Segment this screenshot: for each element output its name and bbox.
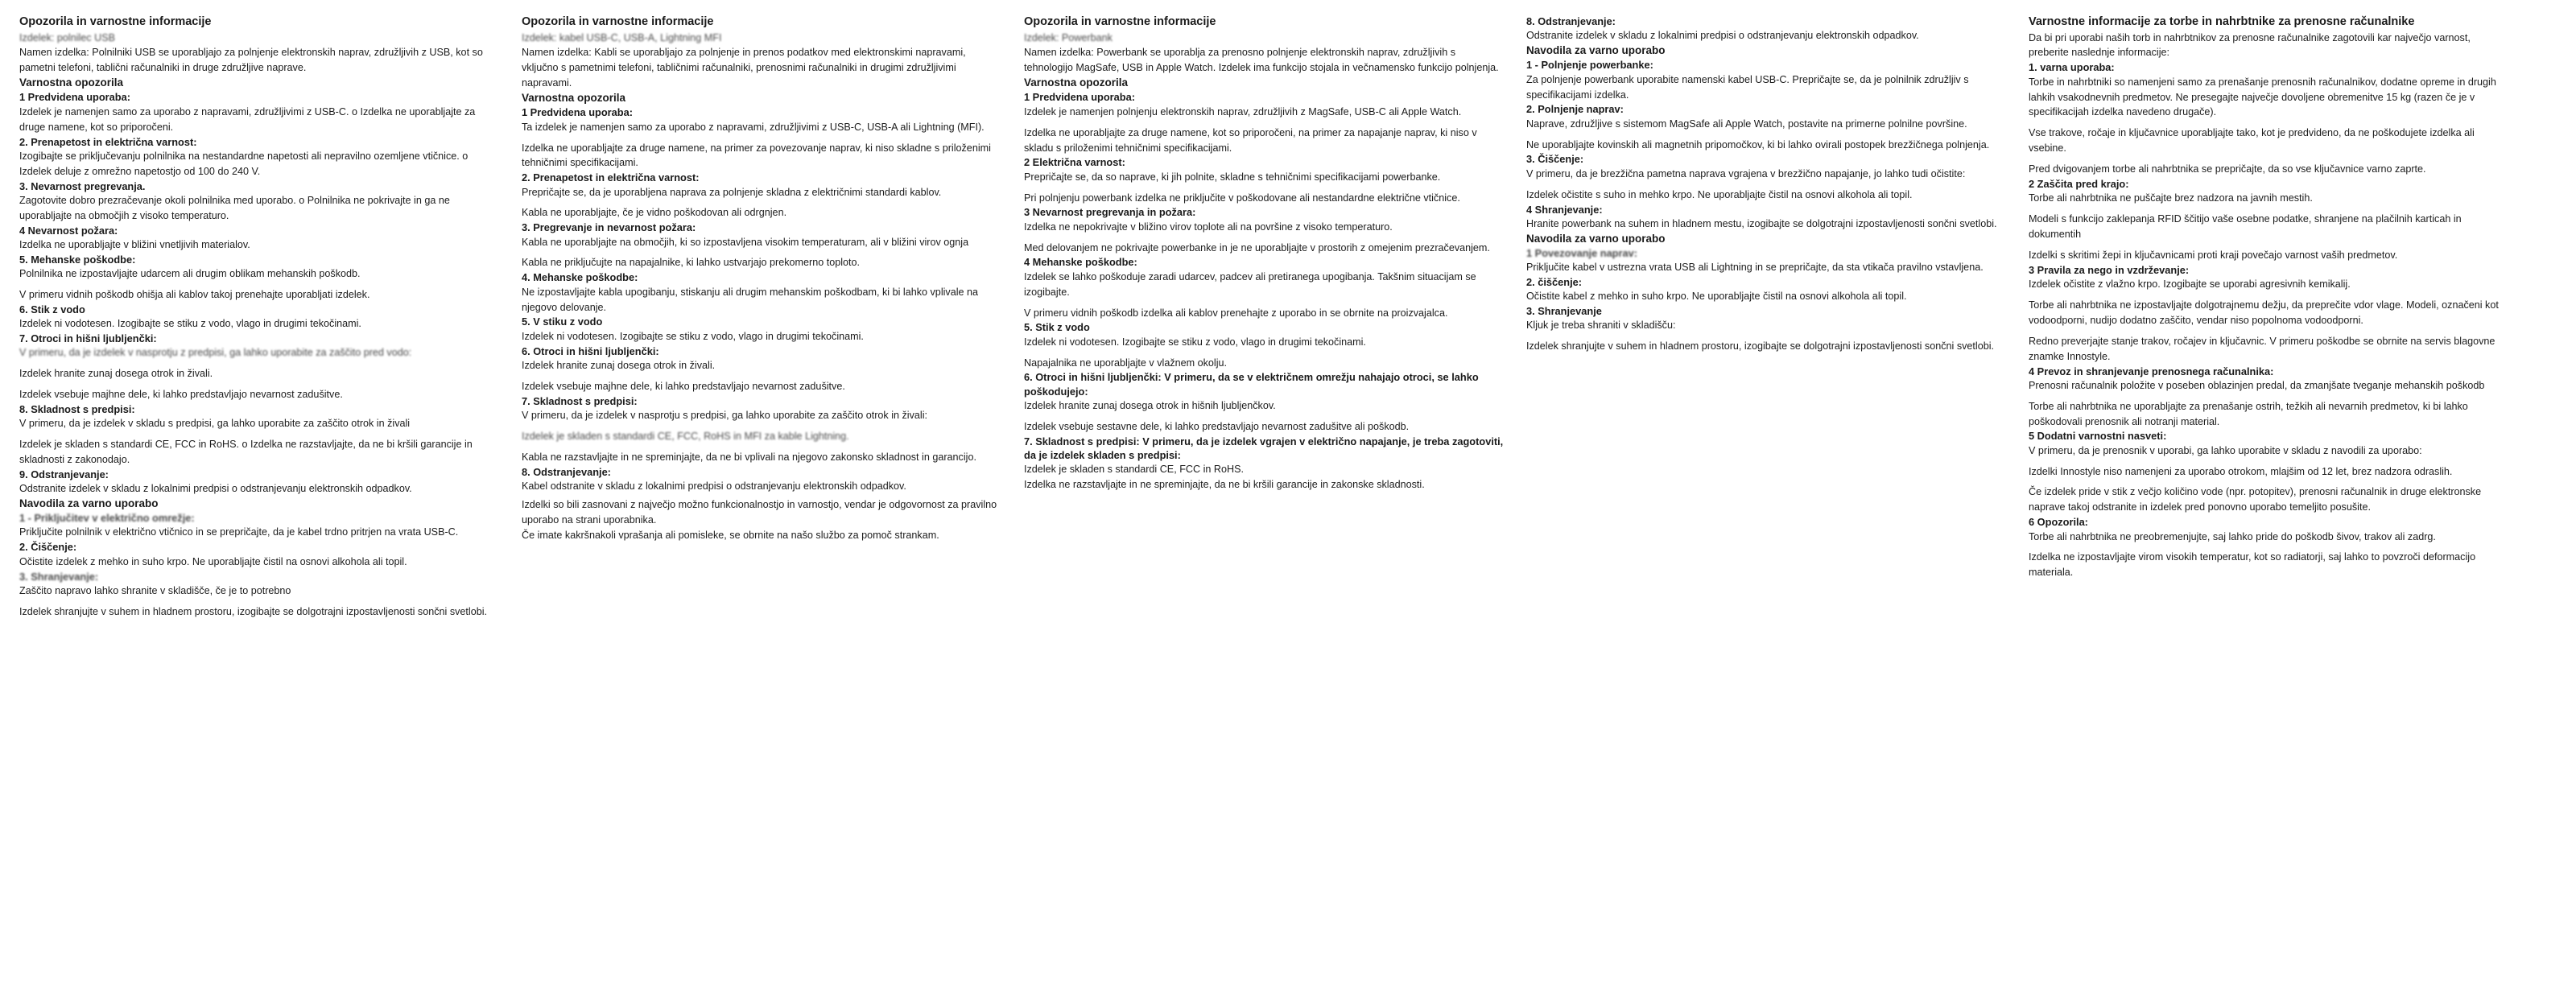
- paragraph: Med delovanjem ne pokrivajte powerbanke in je ne uporabljajte v prostorih z omejenim prezračevanjem.: [1024, 241, 1490, 254]
- subsection-heading: 5. V stiku z vodo: [522, 315, 603, 328]
- paragraph: Hranite powerbank na suhem in hladnem mestu, izogibajte se dolgotrajni izpostavljenosti sončni svetlobi.: [1526, 217, 1997, 229]
- subsection-heading: 4 Nevarnost požara:: [19, 224, 118, 237]
- paragraph: Očistite kabel z mehko in suho krpo. Ne uporabljajte čistil na osnovi alkohola ali topil.: [1526, 291, 1907, 303]
- paragraph: Izdelek hranite zunaj dosega otrok in hišnih ljubljenčkov.: [1024, 400, 1276, 411]
- paragraph: Ne izpostavljajte kabla upogibanju, stiskanju ali drugim mehanskim poškodbam, ki bi lahko vplivale na njegovo delovanje.: [522, 286, 979, 313]
- paragraph: V primeru, da je izdelek v skladu s predpisi, ga lahko uporabite za zaščito otrok in živali: [19, 418, 411, 430]
- paragraph: Izdelek očistite s suho in mehko krpo. Ne uporabljajte čistil na osnovi alkohola ali topil.: [1526, 188, 1913, 200]
- paragraph: Izdelek hranite zunaj dosega otrok in živali.: [522, 359, 716, 371]
- paragraph: V primeru, da je izdelek v nasprotju z predpisi, ga lahko uporabite za zaščito pred vodo:: [19, 347, 412, 359]
- document-column-usb-c-cable: [19, 14, 499, 1006]
- paragraph: Izdelka ne uporabljajte v bližini vnetljivih materialov.: [19, 238, 250, 250]
- subsection-heading: 4. Mehanske poškodbe:: [522, 271, 638, 284]
- section-heading: Varnostna opozorila: [1024, 76, 1129, 89]
- subsection-heading: 2 Zaščita pred krajo:: [2029, 177, 2129, 190]
- paragraph: V primeru, da je izdelek v nasprotju s predpisi, ga lahko uporabite za zaščito otrok in živali:: [522, 409, 928, 421]
- section-heading: Navodila za varno uporabo: [1526, 44, 1666, 57]
- subsection-heading: 6 Opozorila:: [2029, 516, 2088, 529]
- subsection-heading: 4 Prevoz in shranjevanje prenosnega računalnika:: [2029, 365, 2274, 377]
- paragraph: Priključite polnilnik v električno vtičnico in se prepričajte, da je kabel trdno pritrjen na vrata USB-C.: [19, 526, 459, 538]
- subsection-heading: 3. Shranjevanje: [1526, 305, 1602, 318]
- subsection-heading: 1 Povezovanje naprav:: [1526, 246, 1637, 259]
- paragraph: Če izdelek pride v stik z večjo količino vode (npr. potopitev), prenosni računalnik in druge elektronske naprave takoj odstranite in izdelek pred ponovno uporabo temeljito posušite.: [2029, 486, 2482, 513]
- paragraph: Kabla ne uporabljajte na območjih, ki so izpostavljena visokim temperaturam, ali v bližini virov ognja: [522, 236, 969, 248]
- subsection-heading: 5. Mehanske poškodbe:: [19, 253, 136, 266]
- paragraph: Izogibajte se priključevanju polnilnika na nestandardne napetosti ali nepravilno ozemljene vtičnice. o Izdelek deluje z omrežno napetostjo od 100 do 240 V.: [19, 150, 469, 177]
- paragraph: Izdelka ne uporabljajte za druge namene, kot so priporočeni, na primer za napajanje naprav, ki niso v skladu s priloženimi tehničnimi specifikacijami.: [1024, 126, 1477, 154]
- paragraph: V primeru, da je brezžična pametna naprava vgrajena v brezžično napajanje, jo lahko tudi očistite:: [1526, 167, 1966, 179]
- document-column-powerbank-continued: [1526, 14, 2006, 1006]
- paragraph: Očistite izdelek z mehko in suho krpo. Ne uporabljajte čistil na osnovi alkohola ali topil.: [19, 555, 407, 567]
- paragraph: Izdelek shranjujte v suhem in hladnem prostoru, izogibajte se dolgotrajni izpostavljenosti sončni svetlobi.: [1526, 340, 1995, 353]
- paragraph: Izdelek je skladen s standardi CE, FCC, RoHS in MFI za kable Lightning.: [522, 430, 849, 442]
- paragraph: Izdelka ne izpostavljajte virom visokih temperatur, kot so radiatorji, saj lahko to povzroči deformacijo materiala.: [2029, 551, 2476, 579]
- document-column-cables: [522, 14, 1001, 1006]
- paragraph: Namen izdelka: Polnilniki USB se uporabljajo za polnjenje elektronskih naprav, združljivih z USB, kot so pametni telefoni, tablični računalniki in druge združljive naprave.: [19, 47, 483, 74]
- paragraph: Izdelki Innostyle niso namenjeni za uporabo otrokom, mlajšim od 12 let, brez nadzora odraslih.: [2029, 465, 2453, 477]
- paragraph: Prepričajte se, da so naprave, ki jih polnite, skladne s tehničnimi specifikacijami powerbanke.: [1024, 171, 1441, 183]
- subsection-heading: 6. Otroci in hišni ljubljenčki: V primeru, da se v električnem omrežju nahajajo otroci, se lahko poškodujejo:: [1024, 371, 1479, 398]
- paragraph: Izdelek očistite z vlažno krpo. Izogibajte se uporabi agresivnih kemikalij.: [2029, 278, 2351, 291]
- paragraph: Zagotovite dobro prezračevanje okoli polnilnika med uporabo. o Polnilnika ne pokrivajte in ga ne uporabljajte na območjih z visoko temperaturo.: [19, 194, 450, 221]
- paragraph: Pred dvigovanjem torbe ali nahrbtnika se prepričajte, da so vse ključavnice varno zaprte.: [2029, 163, 2426, 175]
- product-name: Izdelek: kabel USB-C, USB-A, Lightning MFI: [522, 31, 722, 43]
- subsection-heading: 2. Prenapetost in električna varnost:: [19, 135, 197, 148]
- subsection-heading: 4 Shranjevanje:: [1526, 203, 1603, 216]
- paragraph: Odstranite izdelek v skladu z lokalnimi predpisi o odstranjevanju elektronskih odpadkov.: [19, 483, 412, 495]
- paragraph: Torbe ali nahrbtnika ne puščajte brez nadzora na javnih mestih.: [2029, 192, 2313, 204]
- subsection-heading: 6. Otroci in hišni ljubljenčki:: [522, 344, 659, 357]
- paragraph: Izdelek shranjujte v suhem in hladnem prostoru, izogibajte se dolgotrajni izpostavljenosti sončni svetlobi.: [19, 605, 488, 617]
- paragraph: Izdelek ni vodotesen. Izogibajte se stiku z vodo, vlago in drugimi tekočinami.: [19, 318, 361, 330]
- paragraph: Izdelek hranite zunaj dosega otrok in živali.: [19, 368, 213, 380]
- product-name: Izdelek: Powerbank: [1024, 31, 1113, 43]
- subsection-heading: 1 - Priključitev v električno omrežje:: [19, 512, 195, 525]
- paragraph: Namen izdelka: Powerbank se uporablja za prenosno polnjenje elektronskih naprav, združljivih s tehnologijo MagSafe, USB in Apple Watch. Izdelek ima funkcijo stojala in večnamensko funkcijo polnjenja.: [1024, 47, 1499, 74]
- section-heading: Varnostna opozorila: [19, 76, 124, 89]
- paragraph: Ta izdelek je namenjen samo za uporabo z napravami, združljivimi z USB-C, USB-A ali Lightning (MFI).: [522, 121, 985, 133]
- section-heading: Navodila za varno uporabo: [19, 497, 159, 509]
- paragraph: Kabla ne uporabljajte, če je vidno poškodovan ali odrgnjen.: [522, 207, 787, 219]
- subsection-heading: 3. Nevarnost pregrevanja.: [19, 179, 146, 192]
- document-column-powerbank: [1024, 14, 1504, 1006]
- paragraph: Izdelek je namenjen polnjenju elektronskih naprav, združljivih z MagSafe, USB-C ali Apple Watch.: [1024, 105, 1462, 118]
- paragraph: Pri polnjenju powerbank izdelka ne priključite v poškodovane ali nestandardne električne vtičnice.: [1024, 192, 1460, 204]
- page-title: Opozorila in varnostne informacije: [522, 15, 714, 28]
- section-heading: Varnostna opozorila: [522, 92, 626, 105]
- subsection-heading: 5 Dodatni varnostni nasveti:: [2029, 430, 2167, 443]
- subsection-heading: 1 Predvidena uporaba:: [19, 91, 130, 104]
- paragraph: Če imate kakršnakoli vprašanja ali pomisleke, se obrnite na našo službo za pomoč strankam.: [522, 529, 939, 541]
- subsection-heading: 8. Odstranjevanje:: [522, 465, 611, 478]
- subsection-heading: 3 Pravila za nego in vzdrževanje:: [2029, 263, 2190, 276]
- paragraph: V primeru, da je prenosnik v uporabi, ga lahko uporabite v skladu z navodili za uporabo:: [2029, 444, 2422, 456]
- page-title: Opozorila in varnostne informacije: [1024, 15, 1216, 28]
- paragraph: Torbe ali nahrbtnika ne uporabljajte za prenašanje ostrih, težkih ali nevarnih predmetov, ki bi lahko poškodovali prenosnik ali notranji material.: [2029, 400, 2468, 427]
- paragraph: Redno preverjajte stanje trakov, ročajev in ključavnic. V primeru poškodbe se obrnite na servis blagovne znamke Innostyle.: [2029, 335, 2496, 362]
- subsection-heading: 3 Nevarnost pregrevanja in požara:: [1024, 206, 1196, 219]
- subsection-heading: 1 Predvidena uporaba:: [522, 106, 633, 119]
- subsection-heading: 2 Električna varnost:: [1024, 156, 1125, 169]
- paragraph: Izdelek je skladen s standardi CE, FCC in RoHS. o Izdelka ne razstavljajte, da ne bi kršili garancije in skladnosti z zakonodajo.: [19, 439, 473, 465]
- paragraph: Naprave, združljive s sistemom MagSafe ali Apple Watch, postavite na primerne polnilne površine.: [1526, 118, 1967, 130]
- paragraph: Kljuk je treba shraniti v skladišču:: [1526, 320, 1676, 332]
- paragraph: V primeru vidnih poškodb ohišja ali kablov takoj prenehajte uporabljati izdelek.: [19, 288, 370, 300]
- subsection-heading: 5. Stik z vodo: [1024, 321, 1090, 334]
- section-heading: Navodila za varno uporabo: [1526, 232, 1666, 245]
- page-title: Varnostne informacije za torbe in nahrbtnike za prenosne računalnike: [2029, 15, 2415, 28]
- subsection-heading: 2. Čiščenje:: [19, 541, 77, 554]
- paragraph: Modeli s funkcijo zaklepanja RFID ščitijo vaše osebne podatke, shranjene na plačilnih karticah in dokumentih: [2029, 213, 2462, 240]
- subsection-heading: 1. varna uporaba:: [2029, 61, 2115, 74]
- subsection-heading: 8. Odstranjevanje:: [1526, 15, 1616, 27]
- paragraph: Izdelek se lahko poškoduje zaradi udarcev, padcev ali pretiranega upogibanja. Takšnim situacijam se izogibajte.: [1024, 270, 1476, 298]
- subsection-heading: 2. čiščenje:: [1526, 276, 1583, 289]
- paragraph: V primeru vidnih poškodb izdelka ali kablov prenehajte z uporabo in se obrnite na proizvajalca.: [1024, 307, 1448, 319]
- paragraph: Izdelka ne nepokrivajte v bližino virov toplote ali na površine z visoko temperaturo.: [1024, 221, 1393, 233]
- paragraph: Kabel odstranite v skladu z lokalnimi predpisi o odstranjevanju elektronskih odpadkov.: [522, 480, 906, 492]
- paragraph: Izdelka ne uporabljajte za druge namene, na primer za povezovanje naprav, ki niso skladne s priloženimi tehničnimi specifikacijami.: [522, 142, 991, 169]
- page-title: Opozorila in varnostne informacije: [19, 15, 212, 28]
- subsection-heading: 1 - Polnjenje powerbanke:: [1526, 59, 1653, 72]
- subsection-heading: 3. Pregrevanje in nevarnost požara:: [522, 221, 696, 234]
- paragraph: Prenosni računalnik položite v poseben oblazinjen predal, da zmanjšate tveganje mehanskih poškodb: [2029, 379, 2485, 391]
- paragraph: Polnilnika ne izpostavljajte udarcem ali drugim oblikam mehanskih poškodb.: [19, 268, 361, 280]
- subsection-heading: 3. Shranjevanje:: [19, 570, 99, 583]
- document-column-laptop-bags: [2029, 14, 2508, 1006]
- paragraph: Izdelek vsebuje sestavne dele, ki lahko predstavljajo nevarnost zadušitve ali poškodb.: [1024, 420, 1410, 432]
- paragraph: Prepričajte se, da je uporabljena naprava za polnjenje skladna z električnimi standardi kablov.: [522, 186, 942, 198]
- paragraph: Torbe ali nahrbtnika ne izpostavljajte dolgotrajnemu dežju, da preprečite vdor vlage. Modeli, označeni kot vodoodporni, nudijo dodatno zaščito, vendar niso popolnoma vodoodporni.: [2029, 299, 2499, 326]
- paragraph: Izdelek vsebuje majhne dele, ki lahko predstavljajo nevarnost zadušitve.: [522, 380, 845, 392]
- paragraph: Izdelki s skritimi žepi in ključavnicami proti kraji povečajo varnost vaših predmetov.: [2029, 249, 2398, 261]
- paragraph: Izdelek je skladen s standardi CE, FCC in RoHS.: [1024, 464, 1244, 476]
- paragraph: Zaščito napravo lahko shranite v skladišče, če je to potrebno: [19, 584, 291, 596]
- paragraph: Da bi pri uporabi naših torb in nahrbtnikov za prenosne računalnike zagotovili kar največjo varnost, preberite naslednje informacije:: [2029, 31, 2471, 59]
- paragraph: Izdelek ni vodotesen. Izogibajte se stiku z vodo, vlago in drugimi tekočinami.: [1024, 336, 1366, 348]
- subsection-heading: 3. Čiščenje:: [1526, 153, 1584, 166]
- paragraph: Priključite kabel v ustrezna vrata USB ali Lightning in se prepričajte, da sta vtikača pravilno vstavljena.: [1526, 262, 1984, 274]
- paragraph: Napajalnika ne uporabljajte v vlažnem okolju.: [1024, 357, 1228, 369]
- subsection-heading: 1 Predvidena uporaba:: [1024, 91, 1135, 104]
- paragraph: Torbe in nahrbtniki so namenjeni samo za prenašanje prenosnih računalnikov, dodatne opreme in drugih lahkih vsakodnevnih predmetov. Ne presegajte največje dovoljene obremenitve 15 kg (razen če je v specifikacijah izdelka navedeno drugače).: [2029, 76, 2496, 118]
- paragraph: Torbe ali nahrbtnika ne preobremenjujte, saj lahko pride do poškodb šivov, trakov ali zadrg.: [2029, 530, 2436, 542]
- paragraph: Za polnjenje powerbank uporabite namenski kabel USB-C. Prepričajte se, da je polnilnik združljiv s specifikacijami izdelka.: [1526, 73, 1969, 101]
- paragraph: Izdelek ni vodotesen. Izogibajte se stiku z vodo, vlago in drugimi tekočinami.: [522, 330, 864, 342]
- paragraph: Izdelki so bili zasnovani z največjo možno funkcionalnostjo in varnostjo, vendar je odgovornost za pravilno uporabo na strani uporabnika.: [522, 498, 997, 526]
- subsection-heading: 7. Otroci in hišni ljubljenčki:: [19, 332, 157, 344]
- paragraph: Izdelka ne razstavljajte in ne spreminjajte, da ne bi kršili garancije in zakonske skladnosti.: [1024, 479, 1425, 491]
- subsection-heading: 7. Skladnost s predpisi: V primeru, da je izdelek vgrajen v električno napajanje, je treba zagotoviti, da je izdelek skladen s predpisi:: [1024, 435, 1504, 462]
- paragraph: Odstranite izdelek v skladu z lokalnimi predpisi o odstranjevanju elektronskih odpadkov.: [1526, 30, 1919, 42]
- paragraph: Namen izdelka: Kabli se uporabljajo za polnjenje in prenos podatkov med elektronskimi napravami, vključno s pametnimi telefoni, tabličnimi računalniki, prenosnimi računalniki in drugimi združljivimi napravami.: [522, 47, 966, 89]
- paragraph: Izdelek je namenjen samo za uporabo z napravami, združljivimi z USB-C. o Izdelka ne uporabljajte za druge namene, kot so priporočeni.: [19, 105, 476, 133]
- paragraph: Vse trakove, ročaje in ključavnice uporabljajte tako, kot je predvideno, da ne poškodujete izdelka ali vsebine.: [2029, 127, 2475, 155]
- paragraph: Izdelek vsebuje majhne dele, ki lahko predstavljajo nevarnost zadušitve.: [19, 389, 343, 400]
- subsection-heading: 8. Skladnost s predpisi:: [19, 402, 135, 415]
- subsection-heading: 6. Stik z vodo: [19, 303, 85, 315]
- subsection-heading: 2. Polnjenje naprav:: [1526, 103, 1624, 116]
- subsection-heading: 7. Skladnost s predpisi:: [522, 394, 638, 407]
- subsection-heading: 9. Odstranjevanje:: [19, 468, 109, 480]
- product-name: Izdelek: polnilec USB: [19, 31, 116, 43]
- paragraph: Ne uporabljajte kovinskih ali magnetnih pripomočkov, ki bi lahko ovirali postopek brezžičnega polnjenja.: [1526, 138, 1990, 150]
- subsection-heading: 2. Prenapetost in električna varnost:: [522, 171, 700, 184]
- subsection-heading: 4 Mehanske poškodbe:: [1024, 256, 1137, 269]
- paragraph: Kabla ne priključujte na napajalnike, ki lahko ustvarjajo prekomerno toploto.: [522, 257, 861, 269]
- paragraph: Kabla ne razstavljajte in ne spreminjajte, da ne bi vplivali na njegovo zakonsko skladnost in garancijo.: [522, 451, 976, 463]
